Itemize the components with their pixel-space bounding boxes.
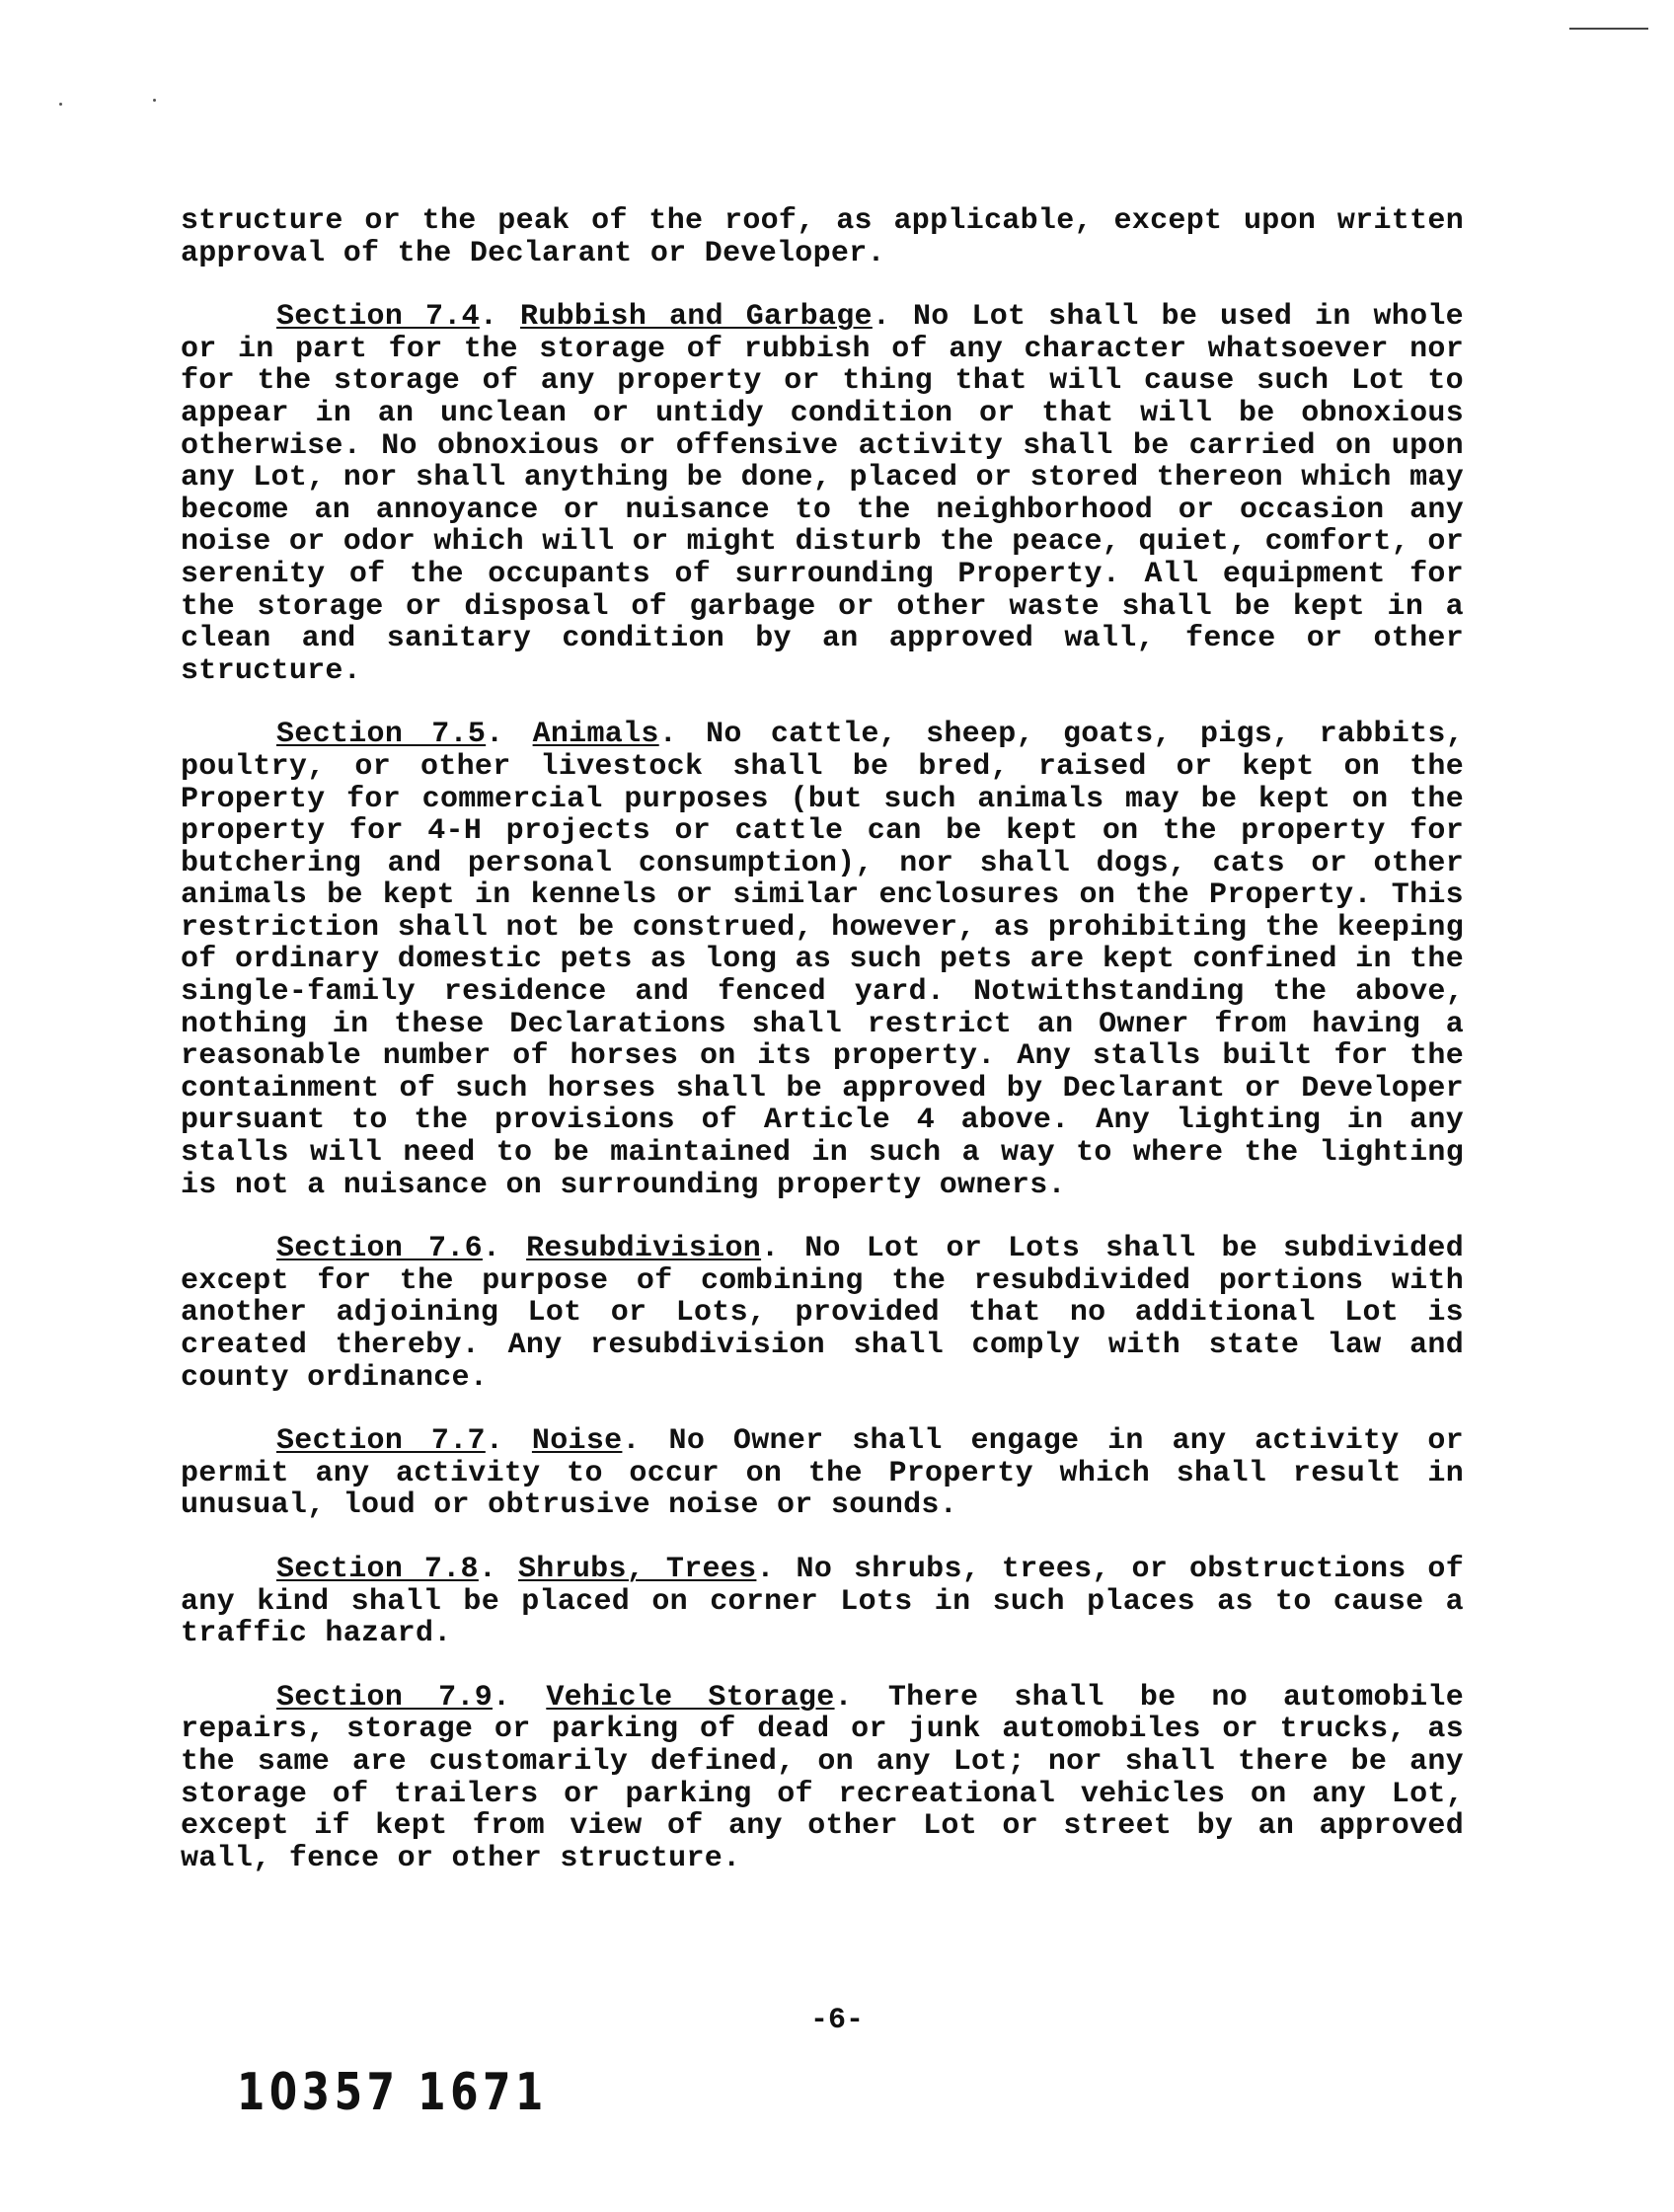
scan-artifact-line [1569,28,1648,30]
section-number: Section 7.4 [276,300,480,335]
section-number: Section 7.8 [276,1552,479,1586]
section-7-8: Section 7.8. Shrubs, Trees. No shrubs, trees, or obstructions of any kind shall be placed on corner Lots in such places as to cause a traffic hazard. [181,1552,1464,1651]
section-body: No cattle, sheep, goats, pigs, rabbits, poultry, or other livestock shall be bred, raised or kept on the Property for commercial purposes (but such animals may be kept on the property for 4-H projects or cattle can be kept on the property for butchering and personal consumption), nor shall dogs, cats or other animals be kept in kennels or similar enclosures on the Property. This restriction shall not be construed, however, as prohibiting the keeping of ordinary domestic pets as long as such pets are kept confined in the single-family residence and fenced yard. Notwithstanding the above, nothing in these Declarations shall restrict an Owner from having a reasonable number of horses on its property. Any stalls built for the containment of such horses shall be approved by Declarant or Developer pursuant to the provisions of Article 4 above. Any lighting in any stalls will need to be maintained in such a way to where the lighting is not a nuisance on surrounding property owners. [181,718,1464,1202]
section-title: Vehicle Storage [546,1680,835,1715]
section-body: No Lot or Lots shall be subdivided except for the purpose of combining the resubdivided portions with another adjoining Lot or Lots, provided that no additional Lot is created thereby. Any resubdivision shall comply with state law and county ordinance. [181,1232,1464,1395]
section-7-9: Section 7.9. Vehicle Storage. There shall be no automobile repairs, storage or parking of dead or junk automobiles or trucks, as the same are customarily defined, on any Lot; nor shall there be any storage of trailers or parking of recreational vehicles on any Lot, except if kept from view of any other Lot or street by an approved wall, fence or other structure. [181,1680,1465,1875]
section-number: Section 7.5 [276,718,487,752]
section-body: No Lot shall be used in whole or in part for the storage of rubbish of any character whatsoever nor for the storage of any property or thing that will cause such Lot to appear in an unclean or untidy condition or that will be obnoxious otherwise. No obnoxious or offensive activity shall be carried on upon any Lot, nor shall anything be done, placed or stored thereon which may become an annoyance or nuisance to the neighborhood or occasion any noise or odor which will or might disturb the peace, quiet, comfort, or serenity of the occupants of surrounding Property. All equipment for the storage or disposal of garbage or other waste shall be kept in a clean and sanitary condition by an approved wall, fence or other structure. [181,300,1464,688]
section-title: Resubdivision [526,1232,762,1266]
section-title: Animals [532,718,659,752]
section-7-7: Section 7.7. Noise. No Owner shall engage in any activity or permit any activity to occur on the Property which shall result in unusual, loud or obtrusive noise or sounds. [181,1424,1464,1523]
section-7-4: Section 7.4. Rubbish and Garbage. No Lot shall be used in whole or in part for the storage of rubbish of any character whatsoever nor for the storage of any property or thing that will cause such Lot to appear in an unclean or untidy condition or that will be obnoxious otherwise. No obnoxious or offensive activity shall be carried on upon any Lot, nor shall anything be done, placed or stored thereon which may become an annoyance or nuisance to the neighborhood or occasion any noise or odor which will or might disturb the peace, quiet, comfort, or serenity of the occupants of surrounding Property. All equipment for the storage or disposal of garbage or other waste shall be kept in a clean and sanitary condition by an approved wall, fence or other structure. [181,300,1464,688]
section-title: Shrubs, Trees [517,1552,757,1586]
section-body: There shall be no automobile repairs, storage or parking of dead or junk automobiles or trucks, as the same are customarily defined, on any Lot; nor shall there be any storage of trailers or parking of recreational vehicles on any Lot, except if kept from view of any other Lot or street by an approved wall, fence or other structure. [181,1680,1465,1875]
document-body [181,205,1464,1906]
scan-speck [153,99,156,102]
scan-speck [59,103,62,106]
section-body: No shrubs, trees, or obstructions of any kind shall be placed on corner Lots in such places as to cause a traffic hazard. [181,1552,1464,1651]
section-number: Section 7.9 [276,1680,494,1715]
intro-paragraph: structure or the peak of the roof, as applicable, except upon written approval of the Declarant or Developer. [181,204,1464,270]
section-title: Rubbish and Garbage [520,300,873,335]
page-number: -6- [809,2004,864,2037]
section-number: Section 7.7 [276,1424,486,1459]
section-7-6: Section 7.6. Resubdivision. No Lot or Lots shall be subdivided except for the purpose of combining the resubdivided portions with another adjoining Lot or Lots, provided that no additional Lot is created thereby. Any resubdivision shall comply with state law and county ordinance. [181,1232,1464,1395]
section-title: Noise [531,1424,623,1459]
section-number: Section 7.6 [276,1232,483,1266]
section-body: No Owner shall engage in any activity or permit any activity to occur on the Property which shall result in unusual, loud or obtrusive noise or sounds. [181,1424,1464,1523]
recording-stamp: 10357 1671 [237,2063,548,2122]
section-7-5: Section 7.5. Animals. No cattle, sheep, goats, pigs, rabbits, poultry, or other livestock shall be bred, raised or kept on the Property for commercial purposes (but such animals may be kept on the property for 4-H projects or cattle can be kept on the property for butchering and personal consumption), nor shall dogs, cats or other animals be kept in kennels or similar enclosures on the Property. This restriction shall not be construed, however, as prohibiting the keeping of ordinary domestic pets as long as such pets are kept confined in the single-family residence and fenced yard. Notwithstanding the above, nothing in these Declarations shall restrict an Owner from having a reasonable number of horses on its property. Any stalls built for the containment of such horses shall be approved by Declarant or Developer pursuant to the provisions of Article 4 above. Any lighting in any stalls will need to be maintained in such a way to where the lighting is not a nuisance on surrounding property owners. [181,718,1464,1202]
